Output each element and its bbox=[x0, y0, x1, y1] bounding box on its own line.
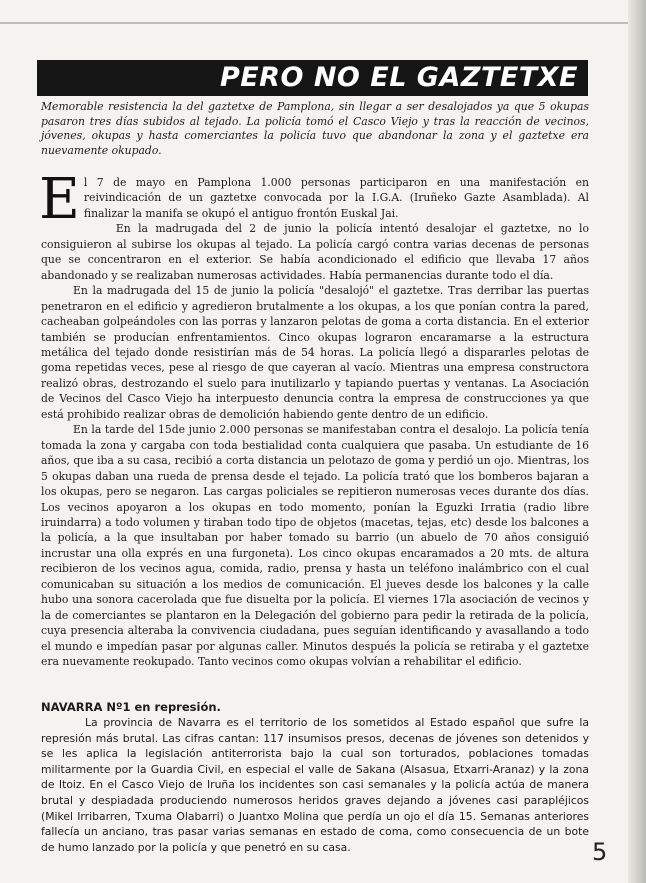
article-body bbox=[39, 167, 589, 670]
page-top-edge bbox=[0, 22, 628, 24]
page-binding-shadow bbox=[628, 0, 646, 883]
title-banner bbox=[37, 60, 588, 96]
section-paragraph: La provincia de Navarra es el territorio de los sometidos al Estado español que sufre la represión más brutal. Las cifras cantan: 117 insumisos presos, decenas de jóvenes son detenidos y se les aplica la legislación antiterrorista bajo la cual son torturados, poblaciones tomadas militarmente por la Guardia Civil, en especial el valle de Sakana (Alsasua, Etxarri-Aranaz) y la zona de Itoiz. En el Casco Viejo de Iruña los incidentes son casi semanales y la policía actúa de manera brutal y despiadada produciendo numerosos heridos graves dejando a jóvenes casi parapléjicos (Mikel Irribarren, Txuma Olabarri) o Juantxo Molina que perdía un ojo el día 15. Semanas anteriores fallecía un anciano, tras pasar varias semanas en estado de coma, como consecuencia de un bote de humo lanzado por la policía y que penetró en su casa. bbox=[41, 716, 589, 854]
section-body bbox=[41, 715, 589, 855]
section-heading: NAVARRA Nº1 en represión. bbox=[41, 700, 221, 714]
paragraph-3: En la madrugada del 15 de junio la policía "desalojó" el gaztetxe. Tras derribar las puertas penetraron en el edificio y agredieron brutalmente a los okupas, a los que ponían contra la pared, cacheaban golpeándoles con las porras y lanzaron pelotas de goma a corta distancia. En el exterior también se producían enfrentamientos. Cinco okupas lograron encaramarse a la estructura metálica del tejado donde resistirían más de 54 horas. La policía llegó a dispararles pelotas de goma repetidas veces, pese al riesgo de que cayeran al vacío. Mientras una empresa constructora realizó obras, destrozando el suelo para inutilizarlo y tapiando puertas y ventanas. La Asociación de Vecinos del Casco Viejo ha interpuesto denuncia contra la empresa de construcciones ya que está prohibido realizar obras de demolición habiendo gente dentro de un edificio. bbox=[41, 284, 589, 421]
article-title: PERO NO EL GAZTETXE bbox=[219, 62, 578, 93]
paragraph-4: En la tarde del 15de junio 2.000 personas se manifestaban contra el desalojo. La policía tenía tomada la zona y cargaba con toda bestialidad conta cualquiera que pasaba. Un estudiante de 16 años, que iba a su casa, recibió a corta distancia un pelotazo de goma y perdió un ojo. Mientras, los 5 okupas daban una rueda de prensa desde el tejado. La policía trató que los bomberos bajaran a los okupas, pero se negaron. Las cargas policiales se repitieron numerosas veces durante dos días. Los vecinos apoyaron a los okupas en todo momento, ponían la Eguzki Irratia (radio libre iruindarra) a todo volumen y tiraban todo tipo de objetos (macetas, tejas, etc) desde los balcones a la policía, a la que insultaban por haber tomado su barrio (un abuelo de 70 años consiguió incrustar una olla exprés en una furgoneta). Los cinco okupas encaramados a 20 mts. de altura recibieron de los vecinos agua, comida, radio, prensa y hasta un teléfono inalámbrico con el cual comunicaban su situación a los medios de comunicación. El jueves desde los balcones y la calle hubo una sonora cacerolada que fue disuelta por la policía. El viernes 17la asociación de vecinos y la de comerciantes se plantaron en la Delegación del gobierno para pedir la retirada de la policía, cuya presencia alteraba la convivencia ciudadana, pues seguían identificando y avasallando a todo el mundo e impedían pasar por algunas caller. Minutos después la policía se retiraba y el gaztetxe era nuevamente reokupado. Tanto vecinos como okupas volvían a rehabilitar el edificio. bbox=[41, 423, 589, 669]
drop-cap: E bbox=[39, 167, 80, 232]
paragraph-1 bbox=[39, 167, 589, 232]
article-subtitle: Memorable resistencia la del gaztetxe de Pamplona, sin llegar a ser desalojados ya que 5 okupas pasaron tres días subidos al tejado. La policía tomó el Casco Viejo y tras la reacción de vecinos, jóvenes, okupas y hasta comerciantes la policía tuvo que abandonar la zona y el gaztetxe era nuevamente okupado. bbox=[41, 100, 589, 157]
paragraph-2: En la madrugada del 2 de junio la policía intentó desalojar el gaztetxe, no lo consiguieron al subirse los okupas al tejado. La policía cargó contra varias decenas de personas que se concentraron en el exterior. Se había acondicionado el edificio que llevaba 17 años abandonado y se realizaban numerosas actividades. Había permanencias durante todo el día. bbox=[41, 222, 589, 282]
paragraph-1-text: l 7 de mayo en Pamplona 1.000 personas participaron en una manifestación en reivindicación de un gaztetxe convocada por la I.G.A. (Iruñeko Gazte Asamblada). Al finalizar la manifa se okupó el antiguo frontón Euskal Jai. bbox=[83, 176, 589, 220]
page-number: 5 bbox=[592, 838, 608, 866]
